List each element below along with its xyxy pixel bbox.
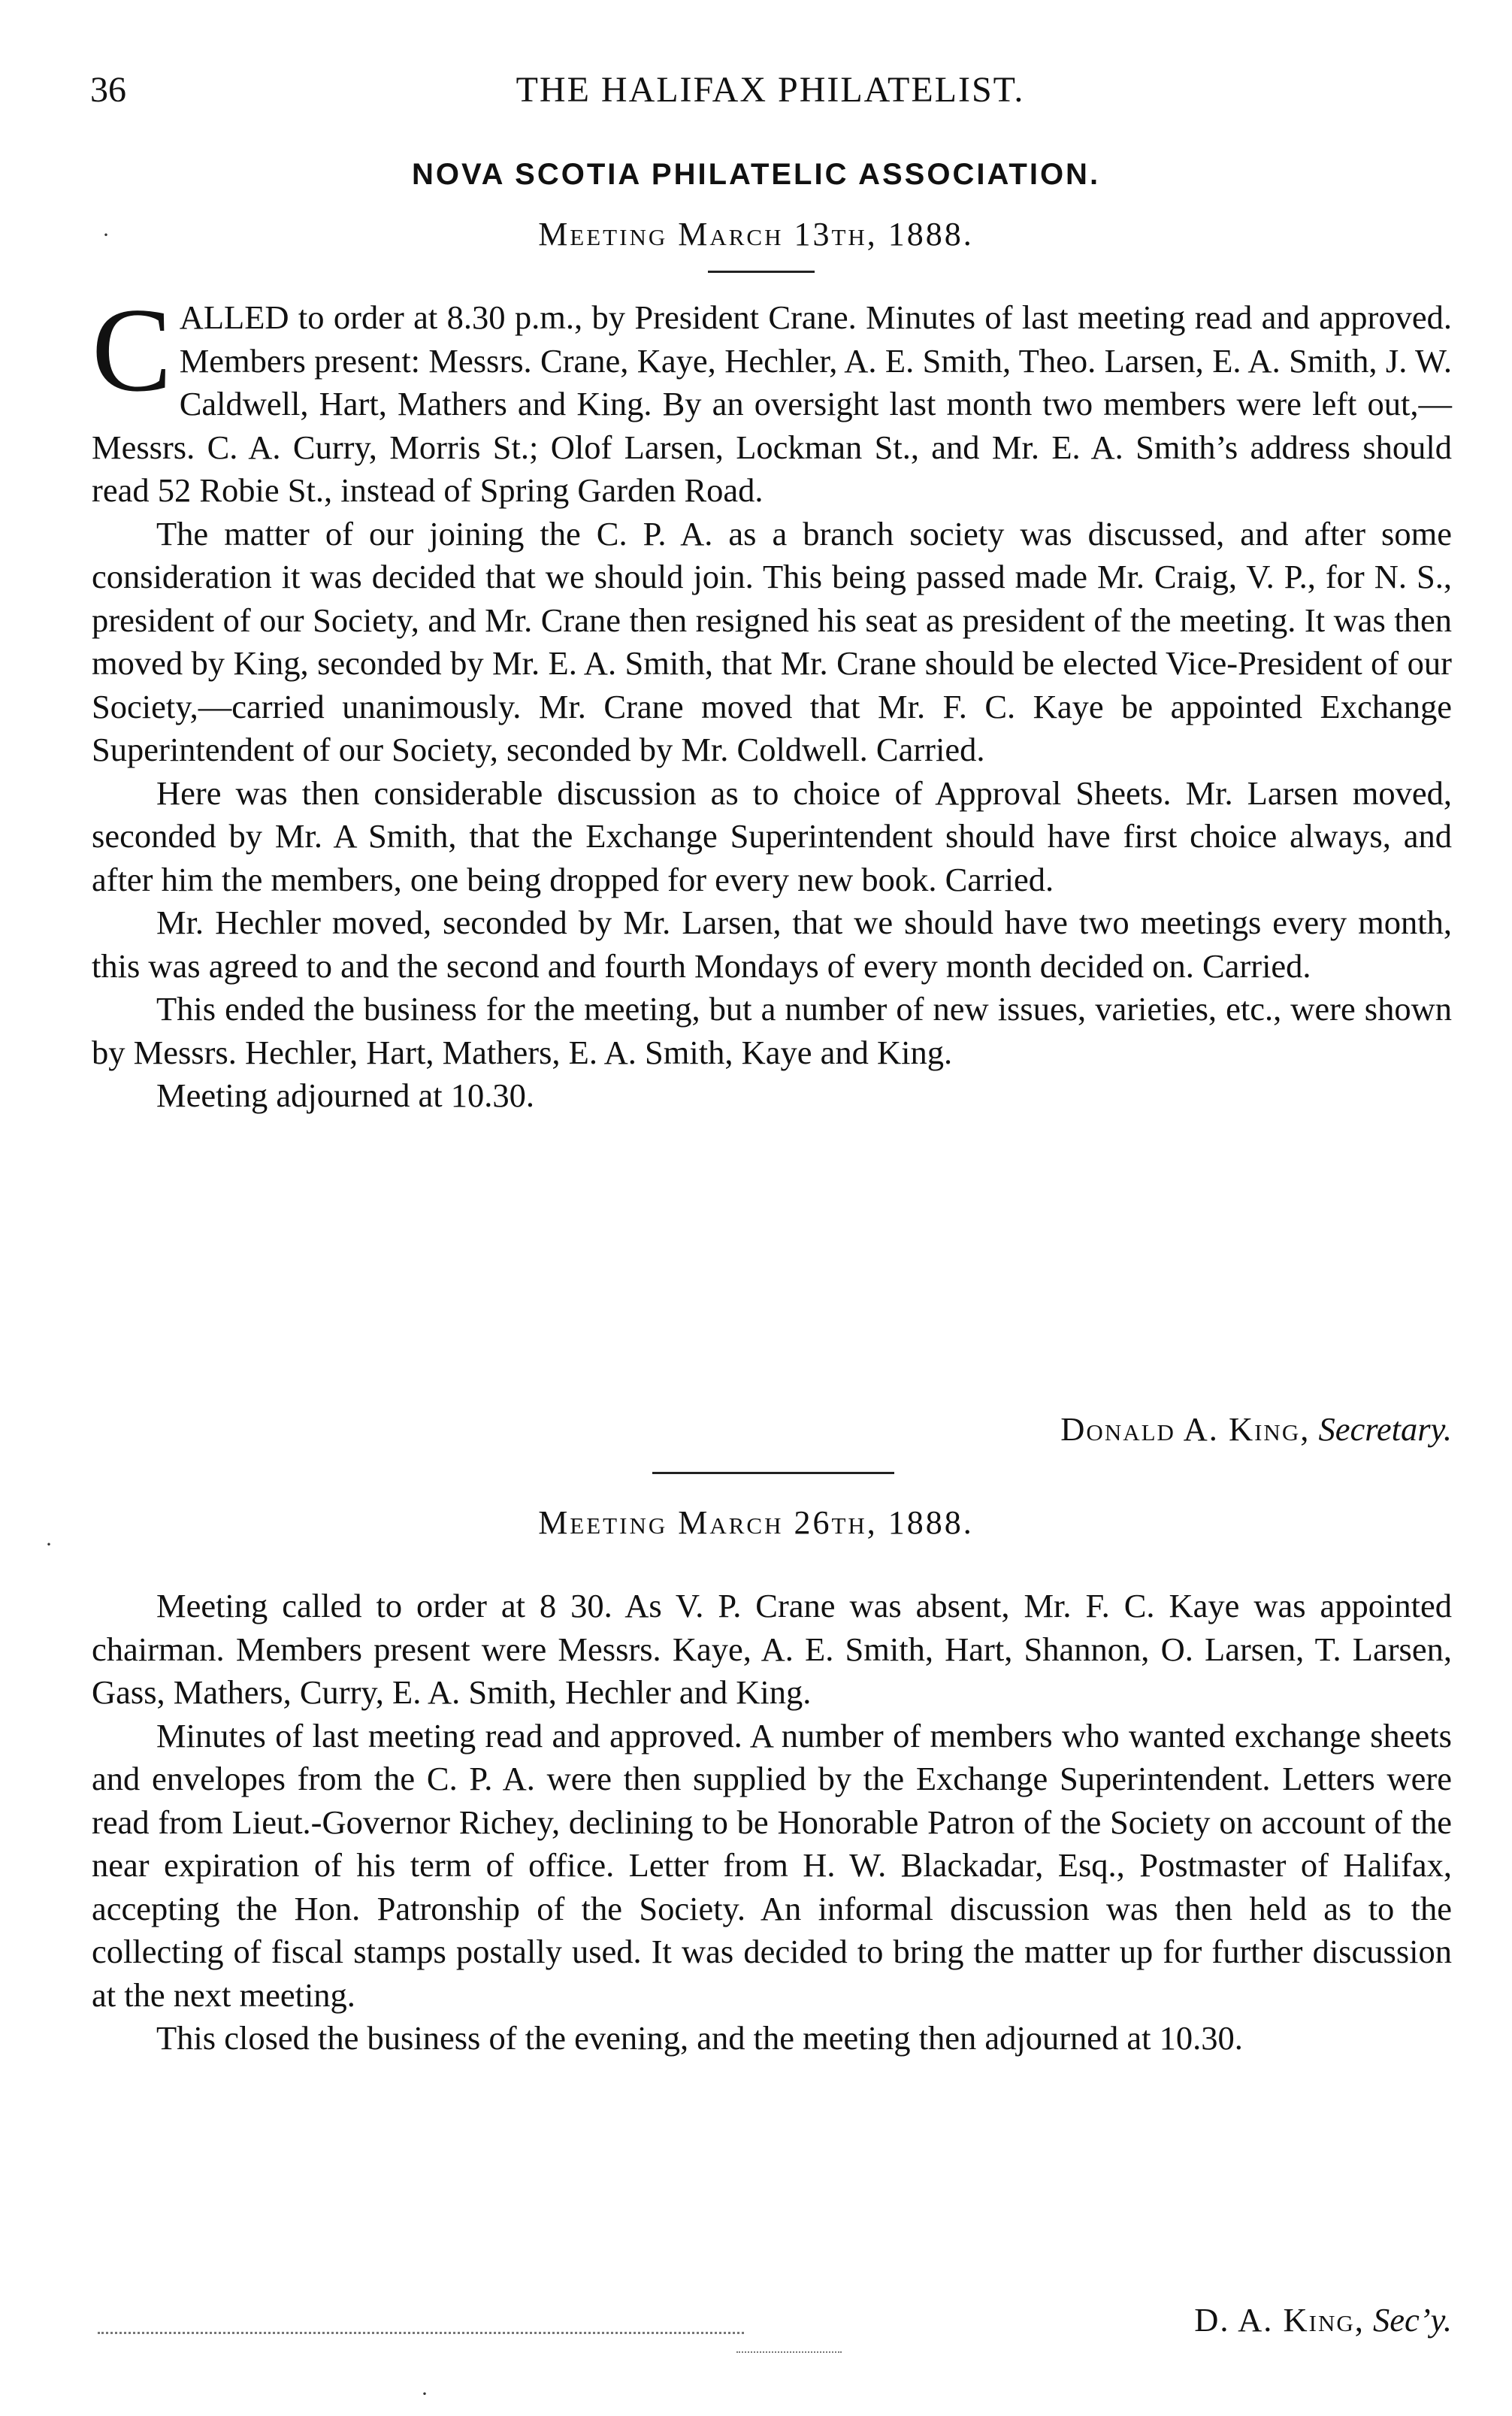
print-speck: · [102,223,110,247]
meeting1-signature-name: Donald A. King, [1060,1410,1311,1448]
journal-title: THE HALIFAX PHILATELIST. [516,70,1025,110]
page-number: 36 [90,70,126,110]
meeting1-paragraph-1 [92,283,1452,513]
meeting1-minutes [92,283,1452,1118]
meeting1-paragraph-4: Mr. Hechler moved, seconded by Mr. Larsen, that we should have two meetings every month, this was agreed to and the second and fourth Mondays of every month decided on. Carried. [92,904,1452,985]
meeting2-signature-name: D. A. King, [1194,2301,1365,2339]
meeting2-paragraph-2: Minutes of last meeting read and approved. A number of members who wanted exchange sheets and envelopes from the C. P. A. were then supplied by the Exchange Superintendent. Letters were read from Lieut.-Governor Richey, declining to be Honorable Patron of the Society on account of the near expiration of his term of office. Letter from H. W. Blackadar, Esq., Postmaster of Halifax, accepting the Hon. Patronship of the Society. An informal discussion was then held as to the collecting of fiscal stamps postally used. It was decided to bring the matter up for further discussion at the next meeting. [92,1716,1452,2014]
drop-cap: C [92,283,172,416]
meeting1-paragraph-3: Here was then considerable discussion as to choice of Approval Sheets. Mr. Larsen moved, seconded by Mr. A Smith, that the Exchange Superintendent should have first choice always, and after him the members, one being dropped for every new book. Carried. [92,774,1452,898]
print-speck: · [45,1532,53,1557]
meeting2-heading: Meeting March 26th, 1888. [538,1504,974,1541]
dotted-line-right [736,2351,842,2353]
meeting1-heading: Meeting March 13th, 1888. [538,216,974,253]
meeting1-paragraph-1-text: ALLED to order at 8.30 p.m., by President Crane. Minutes of last meeting read and approved. Members present: Messrs. Crane, Kaye, Hechler, A. E. Smith, Theo. Larsen, E. A. Smith, J. W. Caldwell, Hart, Mathers and King. By an oversight last month two members were left out,—Messrs. C. A. Curry, Morris St.; Olof Larsen, Lockman St., and Mr. E. A. Smith’s address should read 52 Robie St., instead of Spring Garden Road. [92,298,1452,509]
running-head [90,69,1450,114]
meeting2-signature-title: Sec’y. [1373,2301,1452,2339]
meeting1-paragraph-2: The matter of our joining the C. P. A. as a branch society was discussed, and after some consideration it was decided that we should join. This being passed made Mr. Craig, V. P., for N. S., president of our Society, and Mr. Crane then resigned his seat as president of the meeting. It was then moved by King, seconded by Mr. E. A. Smith, that Mr. Crane should be elected Vice-President of our Society,—carried unanimously. Mr. Crane moved that Mr. F. C. Kaye be appointed Exchange Superintendent of our Society, seconded by Mr. Coldwell. Carried. [92,514,1452,768]
meeting2-paragraph-1: Meeting called to order at 8 30. As V. P. Crane was absent, Mr. F. C. Kaye was appointed chairman. Members present were Messrs. Kaye, A. E. Smith, Hart, Shannon, O. Larsen, T. Larsen, Gass, Mathers, Curry, E. A. Smith, Hechler and King. [92,1587,1452,1711]
meeting1-heading-rule [708,271,815,273]
meeting2-paragraph-3: This closed the business of the evening, and the meeting then adjourned at 10.30. [156,2019,1243,2057]
meeting1-paragraph-5: This ended the business for the meeting, but a number of new issues, varieties, etc., were shown by Messrs. Hechler, Hart, Mathers, E. A. Smith, Kaye and King. [92,990,1452,1071]
meeting1-signature-title: Secretary. [1318,1410,1452,1448]
meeting1-paragraph-6: Meeting adjourned at 10.30. [156,1076,534,1114]
meeting2-minutes [92,1585,1452,2060]
meeting2-signature [1194,2300,1452,2339]
meeting1-signature [1060,1409,1452,1449]
association-title: NOVA SCOTIA PHILATELIC ASSOCIATION. [411,158,1101,191]
section-divider-rule [652,1472,894,1474]
print-speck: · [421,2381,428,2406]
dotted-line-left [98,2332,744,2334]
